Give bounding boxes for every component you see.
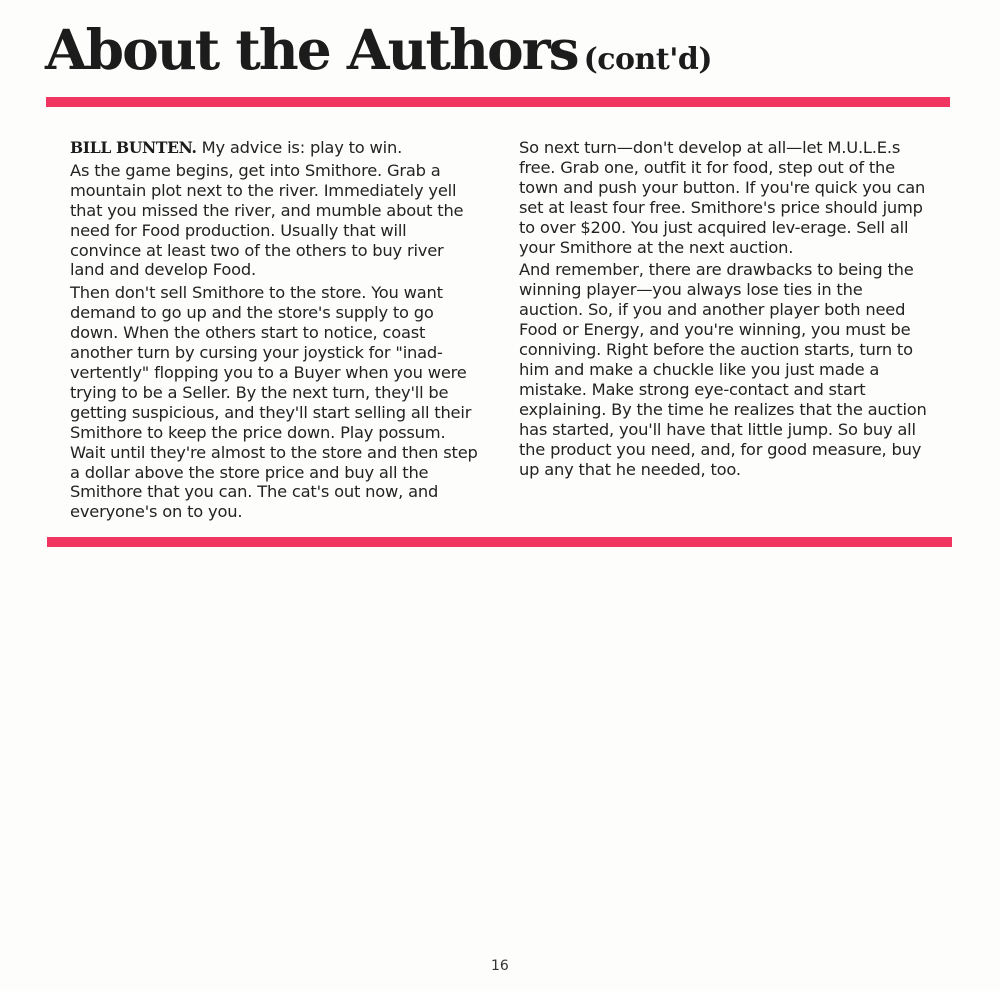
intro-text: My advice is: play to win. [196,138,403,157]
author-name: BILL BUNTEN. [70,138,197,157]
body-paragraph: And remember, there are drawbacks to being the winning player—you always lose ties in the auction. So, if you and another player both need Food or Energy, and you're winning, you must be conniving. Right before the auction starts, turn to him and make a chuckle like you just made a mistake. Make strong eye-contact and start explaining. By the time he realizes that the auction has started, you'll have that little jump. So buy all the product you need, and, for good measure, buy up any that he needed, too. [519,260,927,479]
body-paragraph: So next turn—don't develop at all—let M.U.L.E.s free. Grab one, outfit it for food, step out of the town and push your button. If you're quick you can set at least four free. Smithore's price should jump to over $200. You just acquired lev-erage. Sell all your Smithore at the next auction. [519,138,926,257]
right-text-column [519,138,931,482]
bottom-divider-rule [47,537,952,547]
top-divider-rule [46,97,950,107]
body-paragraph: Then don't sell Smithore to the store. You want demand to go up and the store's supply to go down. When the others start to notice, coast another turn by cursing your joystick for "inad-vertently" flopping you to a Buyer when you were trying to be a Seller. By the next turn, they'll be getting suspicious, and they'll start selling all their Smithore to keep the price down. Play possum. Wait until they're almost to the store and then step a dollar above the store price and buy all the Smithore that you can. The cat's out now, and everyone's on to you. [70,283,478,522]
intro-paragraph [70,138,482,158]
page-number: 16 [491,958,509,974]
body-paragraph: As the game begins, get into Smithore. Grab a mountain plot next to the river. Immediately yell that you missed the river, and mumble about the need for Food production. Usually that will convince at least two of the others to buy river land and develop Food. [70,160,464,280]
page-title-main: About the Authors [45,17,578,82]
page-title [45,17,713,82]
page-title-subtitle: (cont'd) [583,42,713,77]
left-text-column [70,138,482,525]
